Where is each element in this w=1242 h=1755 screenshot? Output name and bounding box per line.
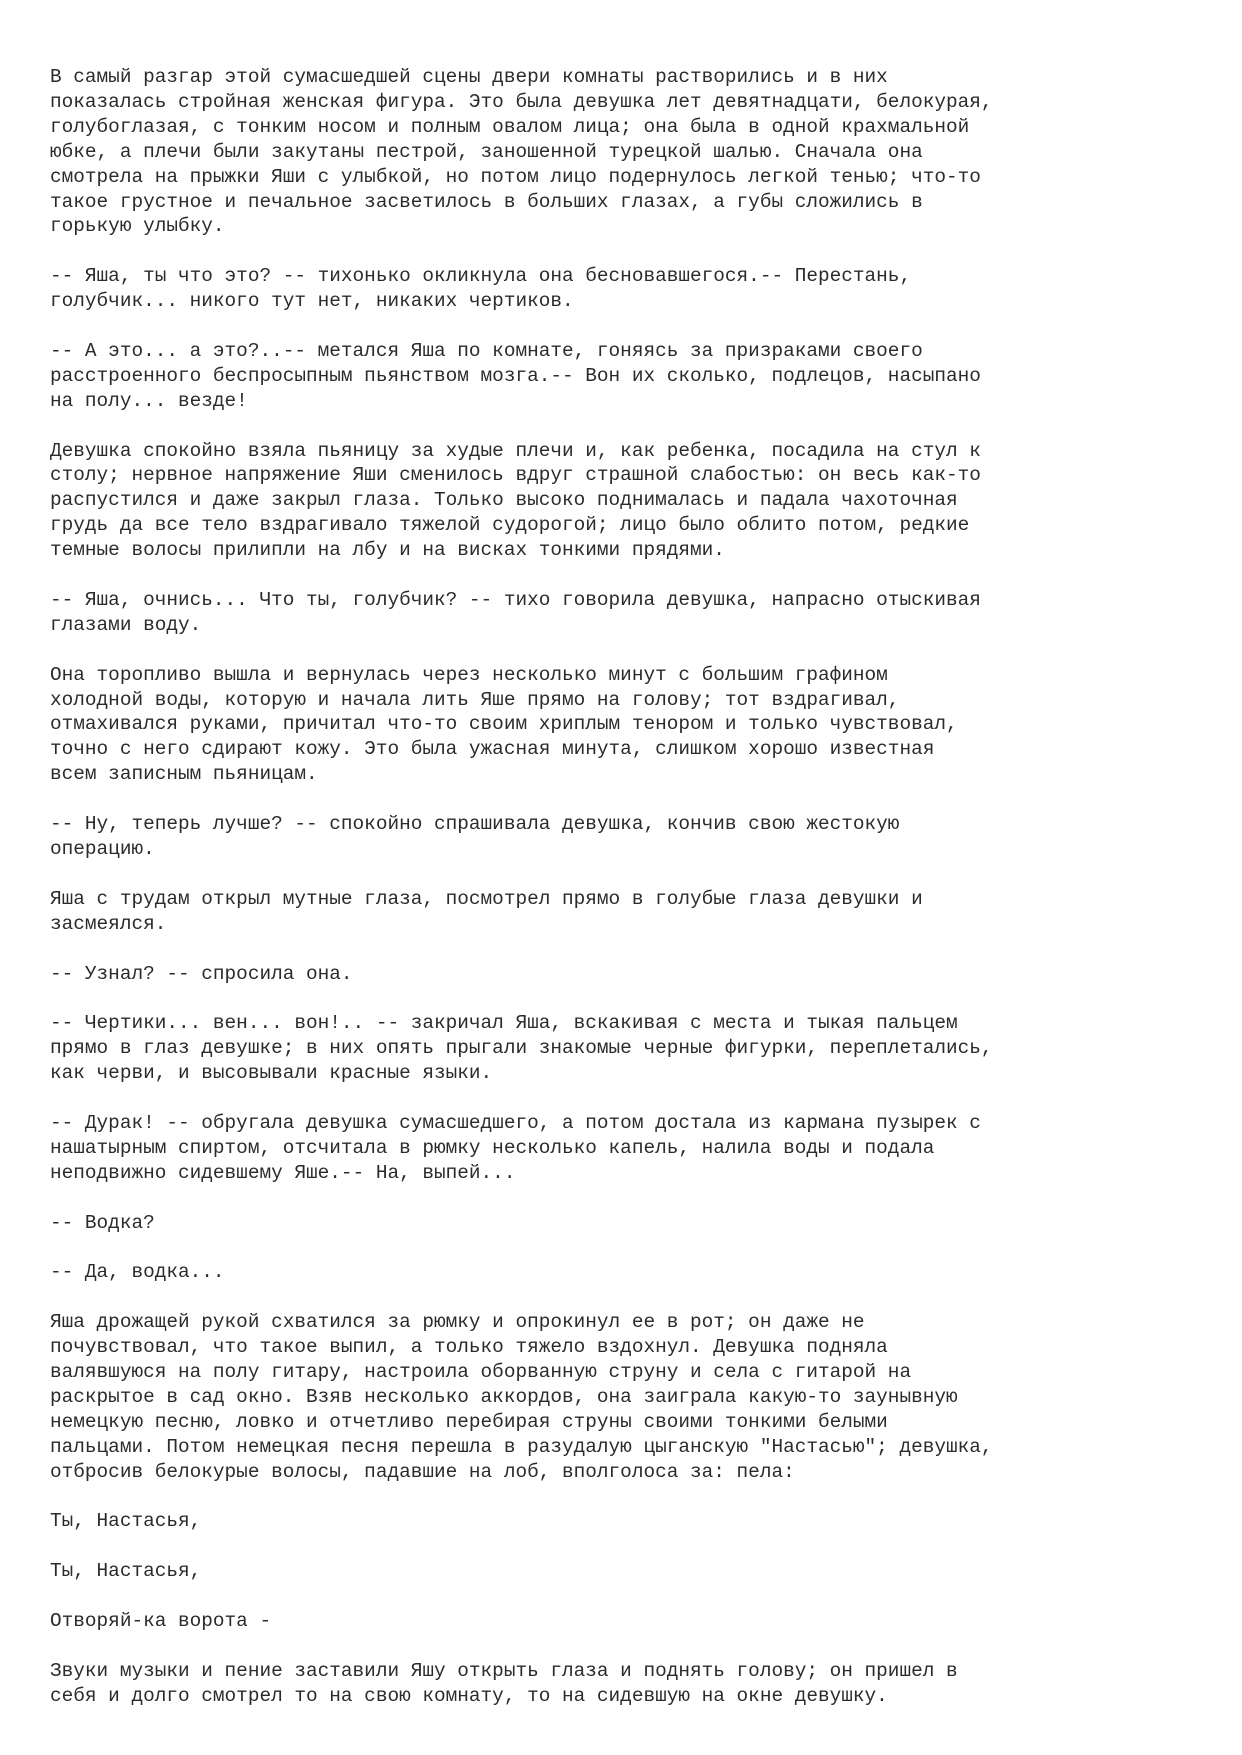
paragraph: Девушка спокойно взяла пьяницу за худые плечи и, как ребенка, посадила на стул к столу; нервное напряжение Яши сменилось вдруг страшной слабостью: он весь как-то распустился и даже закрыл глаза. Только высоко поднималась и падала чахоточная грудь да все тело вздрагивало тяжелой судорогой; лицо было облито потом, редкие темные волосы прилипли на лбу и на висках тонкими прядями. [50, 439, 981, 562]
paragraph: -- Узнал? -- спросила она. [50, 962, 353, 985]
paragraph: -- Дурак! -- обругала девушка сумасшедшего, а потом достала из кармана пузырек с нашатырным спиртом, отсчитала в рюмку несколько капель, налила воды и подала неподвижно сидевшему Яше.-- На, выпей... [50, 1111, 981, 1184]
paragraph: Она торопливо вышла и вернулась через несколько минут с большим графином холодной воды, которую и начала лить Яше прямо на голову; тот вздрагивал, отмахивался руками, причитал что-то своим хриплым тенором и только чувствовал, точно с него сдирают кожу. Это была ужасная минута, слишком хорошо известная всем записным пьяницам. [50, 663, 958, 786]
paragraph: -- Да, водка... [50, 1261, 225, 1284]
paragraph: Яша дрожащей рукой схватился за рюмку и опрокинул ее в рот; он даже не почувствовал, что такое выпил, а только тяжело вздохнул. Девушка подняла валявшуюся на полу гитару, настроила оборванную струну и села с гитарой на раскрытое в сад окно. Взяв несколько аккордов, она заиграла какую-то заунывную немецкую песню, ловко и отчетливо перебирая струны своими тонкими белыми пальцами. Потом немецкая песня перешла в разудалую цыганскую "Настасью"; девушка, отбросив белокурые волосы, падавшие на лоб, вполголоса за: пела: [50, 1311, 993, 1483]
paragraph: -- Яша, ты что это? -- тихонько окликнула она бесновавшегося.-- Перестань, голубчик... никого тут нет, никаких чертиков. [50, 265, 912, 313]
paragraph: -- А это... а это?..-- метался Яша по комнате, гоняясь за призраками своего расстроенного беспросыпным пьянством мозга.-- Вон их сколько, подлецов, насыпано на полу... везде! [50, 339, 981, 412]
paragraph: -- Ну, теперь лучше? -- спокойно спрашивала девушка, кончив свою жестокую операцию. [50, 813, 900, 860]
paragraph: -- Яша, очнись... Что ты, голубчик? -- тихо говорила девушка, напрасно отыскивая глазами воду. [50, 588, 981, 636]
paragraph: -- Водка? [50, 1211, 155, 1234]
paragraph: В самый разгар этой сумасшедшей сцены двери комнаты растворились и в них показалась стройная женская фигура. Это была девушка лет девятнадцати, белокурая, голубоглазая, с тонким носом и полным овалом лица; она была в одной крахмальной юбке, а плечи были закутаны пестрой, заношенной турецкой шалью. Сначала она смотрела на прыжки Яши с улыбкой, но потом лицо подернулось легкой тенью; что-то такое грустное и печальное засветилось в больших глазах, а губы сложились в горькую улыбку. [50, 66, 993, 238]
paragraph: Звуки музыки и пение заставили Яшу открыть глаза и поднять голову; он пришел в себя и долго смотрел то на свою комнату, то на сидевшую на окне девушку. [50, 1659, 958, 1707]
paragraph: -- Чертики... вен... вон!.. -- закричал Яша, вскакивая с места и тыкая пальцем прямо в глаз девушке; в них опять прыгали знакомые черные фигурки, переплетались, как черви, и высовывали красные языки. [50, 1012, 993, 1085]
song-line: Ты, Настасья, [50, 1510, 202, 1533]
paragraph: Яша с трудам открыл мутные глаза, посмотрел прямо в голубые глаза девушки и засмеялся. [50, 887, 923, 935]
document-page [50, 65, 1190, 1709]
song-line: Ты, Настасья, [50, 1560, 202, 1583]
song-line: Отворяй-ка ворота - [50, 1609, 272, 1632]
